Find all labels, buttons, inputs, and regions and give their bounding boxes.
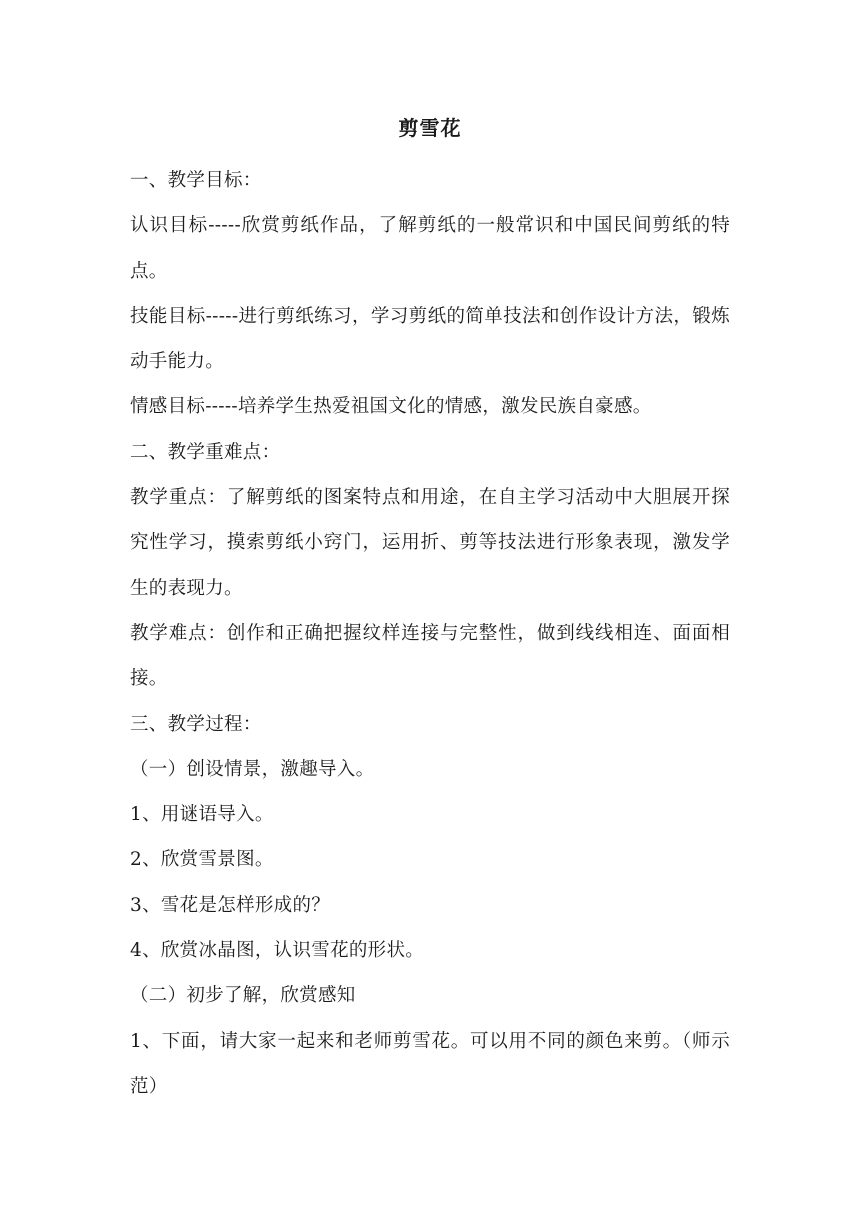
paragraph-teaching-focus: 教学重点：了解剪纸的图案特点和用途，在自主学习活动中大胆展开探究性学习，摸索剪纸小窍门，运用折、剪等技法进行形象表现，激发学生的表现力。	[130, 487, 730, 599]
subsection-heading-appreciation: （二）初步了解，欣赏感知	[130, 985, 356, 1007]
paragraph-emotional-goal: 情感目标-----培养学生热爱祖国文化的情感，激发民族自豪感。	[130, 396, 652, 418]
subsection-heading-intro: （一）创设情景，激趣导入。	[130, 758, 375, 780]
list-item: 1、下面，请大家一起来和老师剪雪花。可以用不同的颜色来剪。（师示范）	[130, 1030, 730, 1097]
list-item: 4、欣赏冰晶图，认识雪花的形状。	[130, 940, 425, 962]
list-item: 3、雪花是怎样形成的？	[130, 894, 331, 916]
paragraph-skill-goal: 技能目标-----进行剪纸练习，学习剪纸的简单技法和创作设计方法，锻炼动手能力。	[130, 305, 730, 373]
section-heading-objectives: 一、教学目标：	[130, 170, 262, 191]
section-heading-key-points: 二、教学重难点：	[130, 441, 281, 463]
paragraph-cognitive-goal: 认识目标-----欣赏剪纸作品，了解剪纸的一般常识和中国民间剪纸的特点。	[130, 215, 730, 282]
section-heading-process: 三、教学过程：	[130, 713, 262, 735]
list-item: 2、欣赏雪景图。	[130, 849, 274, 871]
document-title: 剪雪花	[398, 116, 462, 140]
paragraph-teaching-difficulty: 教学难点：创作和正确把握纹样连接与完整性，做到线线相连、面面相接。	[130, 622, 730, 690]
list-item: 1、用谜语导入。	[130, 804, 274, 826]
